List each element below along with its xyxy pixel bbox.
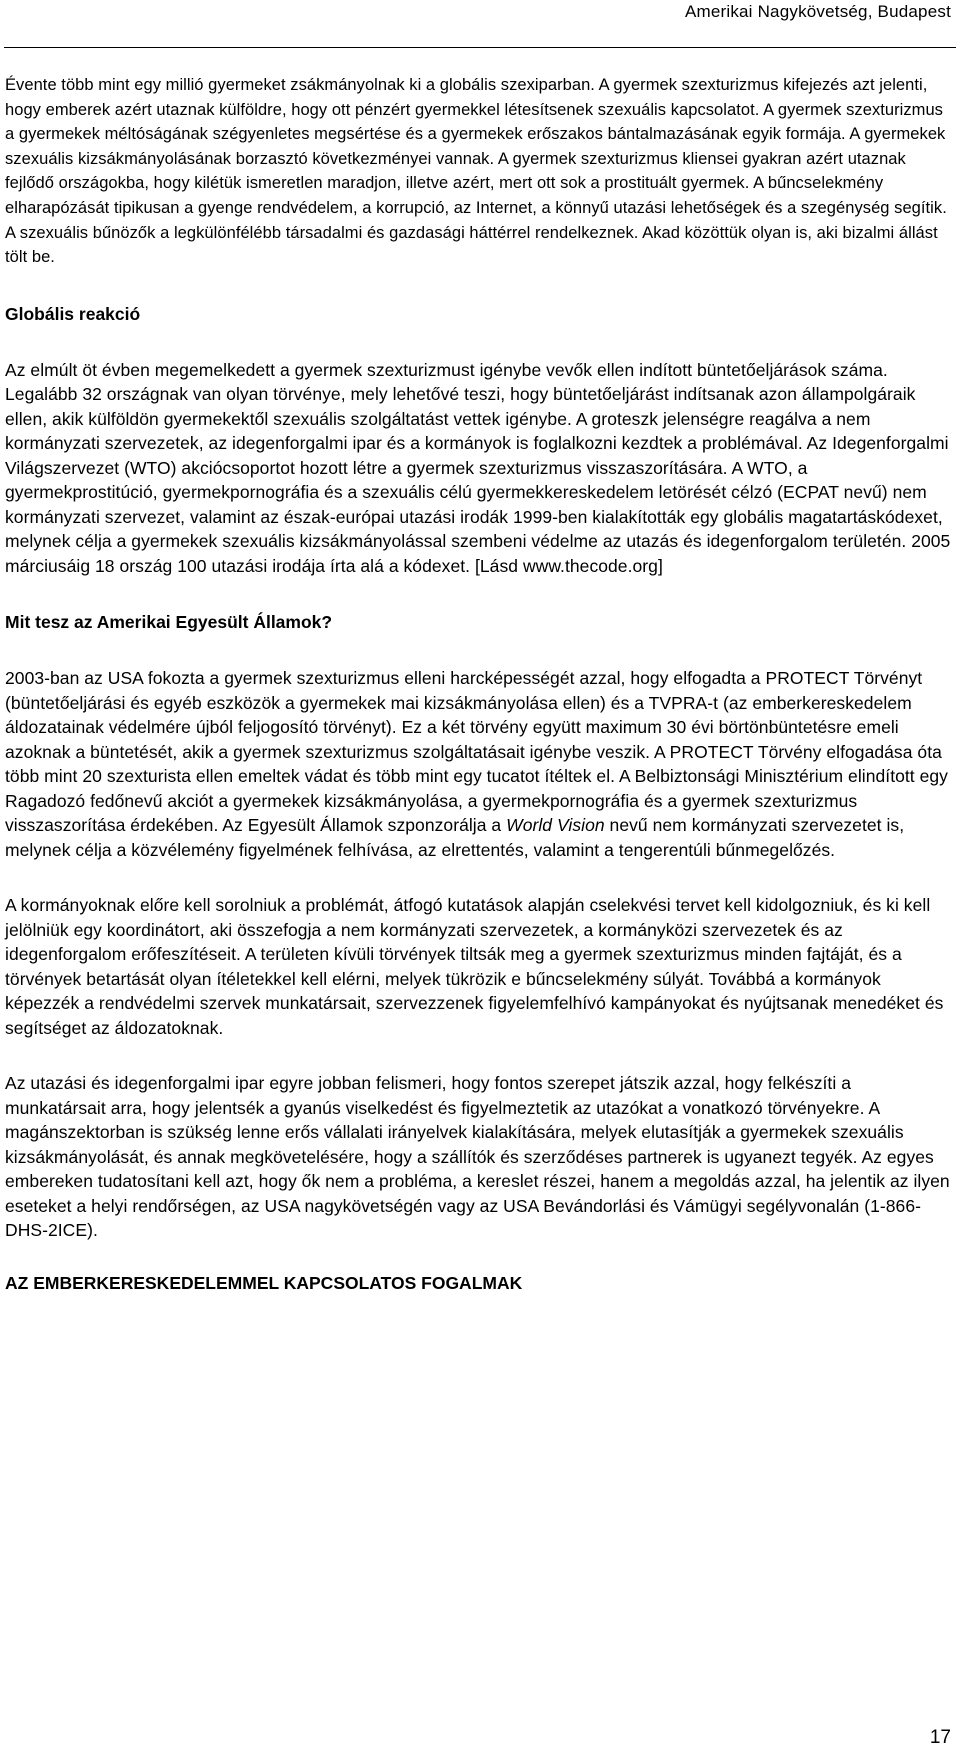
paragraph-us-actions-part1: 2003-ban az USA fokozta a gyermek szexturizmus elleni harcképességét azzal, hogy elfogadta a PROTECT Törvényt (büntetőeljárási és egyéb eszközök a gyermekek mai kizsákmányolása ellen) és a TVPRA-t (az emberkereskedelem áldozatainak védelmére újból feljogosító törvényt). Ez a két törvény együtt maximum 30 évi börtönbüntetésre emeli azoknak a büntetését, akik a gyermek szexturizmus szolgáltatásait igénybe veszik. A PROTECT Törvény elfogadása óta több mint 20 szexturista ellen emeltek vádat és több mint egy tucatot ítéltek el. A Belbiztonsági Minisztérium elindított egy Ragadozó fedőnevű akciót a gyermekek kizsákmányolása, a gyermekpornográfia és a gyermek szexturizmus visszaszorítása érdekében. Az Egyesült Államok szponzorálja a <box>5 668 948 836</box>
header-divider <box>4 47 956 48</box>
document-body <box>5 73 952 1295</box>
paragraph-us-actions-part2: nevű nem kormányzati szervezetet is, melynek célja a közvélemény figyelmének felhívása, az elrettentés, valamint a tengerentúli bűnmegelőzés. <box>5 815 905 860</box>
page-header <box>0 0 960 48</box>
paragraph-intro <box>5 73 952 270</box>
paragraph-industry-role: Az utazási és idegenforgalmi ipar egyre jobban felismeri, hogy fontos szerepet játszik azzal, hogy felkészíti a munkatársait arra, hogy jelentsék a gyanús viselkedést és figyelmeztetik az utazókat a vonatkozó törvényekre. A magánszektorban is szükség lenne erős vállalati irányelvek kialakítására, melyek elutasítják a gyermekek szexuális kizsákmányolását, és annak megkövetelésére, hogy a szállítók és szerződéses partnerek is ugyanezt tegyék. Az egyes embereken tudatosítani kell azt, hogy ők nem a probléma, a kereslet részei, hanem a megoldás azzal, ha jelentik az ilyen eseteket a helyi rendőrségen, az USA nagykövetségén vagy az USA Bevándorlási és Vámügyi segélyvonalán (1-866-DHS-2ICE). <box>5 1073 950 1241</box>
header-title: Amerikai Nagykövetség, Budapest <box>684 2 951 21</box>
paragraph-intro-part1: Évente több mint egy millió gyermeket zsákmányolnak ki a globális szexiparban. A gyermek szexturizmus kifejezés azt jelenti, hogy emberek azért utaznak külföldre, hogy ott pénzért gyermekkel létesítsenek szexuális kapcsolatot. A gyermek szexturizmus a gyermekek méltóságának szégyenletes megsértése és a gyermekek erőszakos bántalmazásának egyik formája. A gyermekek szexuális kizsákmányolásának borzasztó következményei vannak. <box>5 76 946 168</box>
heading-us-actions: Mit tesz az Amerikai Egyesült Államok? <box>5 612 333 633</box>
page-number: 17 <box>929 1727 951 1748</box>
heading-global-response: Globális reakció <box>5 303 141 324</box>
world-vision-name: World Vision <box>506 815 605 836</box>
paragraph-intro-part2: A gyermek szexturizmus kliensei gyakran azért utaznak fejlődő országokba, hogy kilétük ismeretlen maradjon, illetve azért, mert ott sok a prostituált gyermek. A bűncselekmény elharapózását tipikusan a gyenge rendvédelem, a korrupció, az Internet, a könnyű utazási lehetőségek és a szegénység segítik. A szexuális bűnözők a legkülönfélébb társadalmi és gazdasági háttérrel rendelkeznek. Akad közöttük olyan is, aki bizalmi állást tölt be. <box>5 149 947 267</box>
paragraph-global-response: Az elmúlt öt évben megemelkedett a gyermek szexturizmust igénybe vevők ellen indított büntetőeljárások száma. Legalább 32 országnak van olyan törvénye, mely lehetővé teszi, hogy büntetőeljárást indítsanak azon állampolgáraik ellen, akik külföldön gyermekektől szexuális szolgáltatást vettek igénybe. A groteszk jelenségre reagálva a nem kormányzati szervezetek, az idegenforgalmi ipar és a kormányok is foglalkozni kezdtek a problémával. Az Idegenforgalmi Világszervezet (WTO) akciócsoportot hozott létre a gyermek szexturizmus visszaszorítására. A WTO, a gyermekprostitúció, gyermekpornográfia és a szexuális célú gyermekkereskedelem letörését célzó (ECPAT nevű) nem kormányzati szervezet, valamint az észak-európai utazási irodák 1999-ben kialakították egy globális magatartáskódexet, melynek célja a gyermekek szexuális kizsákmányolással szembeni védelme az utazás és idegenforgalom területén. 2005 márciusáig 18 ország 100 utazási irodája írta alá a kódexet. [Lásd www.thecode.org] <box>5 359 951 576</box>
paragraph-us-actions <box>5 666 952 862</box>
heading-trafficking-terms: AZ EMBERKERESKEDELEMMEL KAPCSOLATOS FOGALMAK <box>5 1272 523 1293</box>
paragraph-government-tasks: A kormányoknak előre kell sorolniuk a problémát, átfogó kutatások alapján cselekvési tervet kell kidolgozniuk, és ki kell jelölniük egy koordinátort, aki összefogja a nem kormányzati szervezetek, a kormányközi szervezetek és az idegenforgalom erőfeszítéseit. A területen kívüli törvények tiltsák meg a gyermek szexturizmus minden fajtáját, és a törvények betartását olyan ítéletekkel kell elérni, melyek tükrözik e bűncselekmény súlyát. Továbbá a kormányok képezzék a rendvédelmi szervek munkatársait, szervezzenek figyelemfelhívó kampányokat és nyújtsanak menedéket és segítséget az áldozatoknak. <box>5 895 944 1038</box>
